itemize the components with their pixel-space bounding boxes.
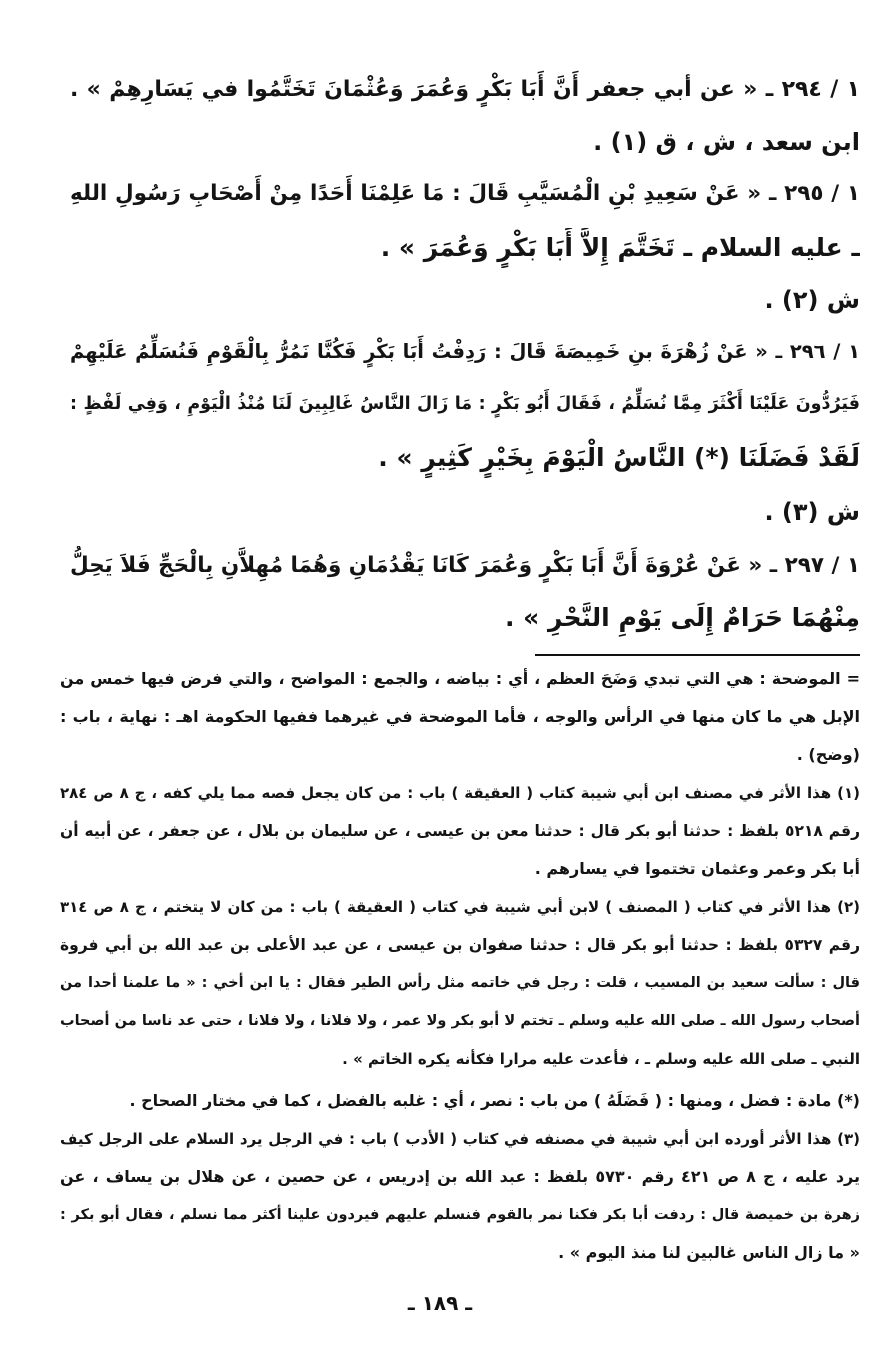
footnote-continuation-line-1: = الموضحة : هي التي تبدي وَضَحَ العظم ، أي : بياضه ، والجمع : المواضح ، والتي فرض فيها خمس من: [60, 669, 860, 688]
footnote-3-line-1: (٣) هذا الأثر أورده ابن أبي شيبة في مصنفه في كتاب ( الأدب ) باب : في الرجل يرد السلام على الرجل كيف: [60, 1130, 860, 1148]
hadith-297-line-1: ١ / ٢٩٧ ـ « عَنْ عُرْوَةَ أَنَّ أَبَا بَكْرٍ وَعُمَرَ كَانَا يَقْدُمَانِ وَهُمَا مُهِلاَّنِ بِالْحَجِّ فَلاَ يَحِلُّ: [70, 553, 860, 578]
footnote-2-line-1: (٢) هذا الأثر في كتاب ( المصنف ) لابن أبي شيبة في كتاب ( العقيقة ) باب : من كان لا يتختم ، ج ٨ ص ٣١٤: [60, 898, 860, 916]
footnote-continuation-line-3: (وضح) .: [796, 745, 860, 764]
page-number: ـ ١٨٩ ـ: [407, 1291, 473, 1315]
footnote-3-line-3: زهرة بن خميصة قال : ردفت أبا بكر فكنا نمر بالقوم فنسلم عليهم فيردون علينا أكثر مما نسلم ، فقال أبو بكر :: [60, 1207, 860, 1223]
hadith-296-line-3: لَقَدْ فَضَلَنَا (*) النَّاسُ الْيَوْمَ بِخَيْرٍ كَثِيرٍ » .: [378, 443, 860, 472]
footnote-continuation-line-2: الإبل هي ما كان منها في الرأس والوجه ، فأما الموضحة في غيرهما ففيها الحكومة اهـ : نهاية ، باب :: [60, 707, 860, 726]
footnote-divider: [535, 654, 860, 656]
footnote-2-line-3: قال : سألت سعيد بن المسيب ، قلت : رجل في خاتمه مثل رأس الطير فقال : يا ابن أخي : « ما علمنا أحدا من: [60, 975, 860, 991]
footnote-3-line-2: يرد عليه ، ج ٨ ص ٤٢١ رقم ٥٧٣٠ بلفظ : عبد الله بن إدريس ، عن حصين ، عن هلال بن يساف ، عن: [60, 1167, 860, 1186]
footnote-2-line-5: النبي ـ صلى الله عليه وسلم ـ ، فأعدت عليه مرارا فكأنه يكره الخاتم » .: [342, 1050, 860, 1068]
hadith-296-line-2: فَيَرُدُّونَ عَلَيْنَا أَكْثَرَ مِمَّا نُسَلِّمُ ، فَقَالَ أَبُو بَكْرٍ : مَا زَالَ النَّاسُ غَالِبِينَ لَنَا مُنْذُ الْيَوْمِ ، وَفِي لَفْظٍ :: [70, 394, 860, 414]
hadith-297-line-2: مِنْهُمَا حَرَامٌ إِلَى يَوْمِ النَّحْرِ » .: [504, 603, 860, 632]
hadith-296-line-1: ١ / ٢٩٦ ـ « عَنْ زُهْرَةَ بنِ خَمِيصَةَ قَالَ : رَدِفْتُ أَبَا بَكْرٍ فَكُنَّا نَمُرُّ بِالْقَوْمِ فَنُسَلِّمُ عَلَيْهِمْ: [70, 340, 860, 363]
hadith-294-source: ابن سعد ، ش ، ق (١) .: [593, 128, 860, 156]
hadith-295-line-2: ـ عليه السلام ـ تَخَتَّمَ إِلاَّ أَبَا بَكْرٍ وَعُمَرَ » .: [380, 233, 860, 262]
hadith-296-source: ش (٣) .: [764, 498, 860, 526]
footnote-1-line-2: رقم ٥٢١٨ بلفظ : حدثنا أبو بكر قال : حدثنا معن بن عيسى ، عن سليمان بن بلال ، عن جعفر ، عن أبيه أن: [60, 822, 860, 840]
hadith-295-line-1: ١ / ٢٩٥ ـ « عَنْ سَعِيدِ بْنِ الْمُسَيَّبِ قَالَ : مَا عَلِمْنَا أَحَدًا مِنْ أَصْحَابِ رَسُولِ اللهِ: [70, 181, 860, 206]
hadith-294-line-1: ١ / ٢٩٤ ـ « عن أبي جعفر أَنَّ أَبَا بَكْرٍ وَعُمَرَ وَعُثْمَانَ تَخَتَّمُوا في يَسَارِهِمْ » .: [70, 77, 860, 102]
footnote-3-line-4: « ما زال الناس غالبين لنا منذ اليوم » .: [558, 1243, 860, 1262]
hadith-295-source: ش (٢) .: [764, 286, 860, 314]
footnote-2-line-4: أصحاب رسول الله ـ صلى الله عليه وسلم ـ تختم لا أبو بكر ولا عمر ، ولا فلانا ، ولا فلانا ، حتى عد ناسا من أصحاب: [60, 1013, 860, 1029]
footnote-1-line-1: (١) هذا الأثر في مصنف ابن أبي شيبة كتاب ( العقيقة ) باب : من كان يجعل فصه مما يلي كفه ، ج ٨ ص ٢٨٤: [60, 784, 860, 802]
footnote-1-line-3: أبا بكر وعمر وعثمان تختموا في يسارهم .: [534, 859, 860, 878]
footnote-star-line-1: (*) مادة : فضل ، ومنها : ( فَضَلَهُ ) من باب : نصر ، أي : غلبه بالفضل ، كما في مختار الصحاح .: [129, 1091, 860, 1110]
footnote-2-line-2: رقم ٥٣٢٧ بلفظ : حدثنا أبو بكر قال : حدثنا صفوان بن عيسى ، عن عبد الأعلى بن عبد الله بن أبي فروة: [60, 936, 860, 954]
